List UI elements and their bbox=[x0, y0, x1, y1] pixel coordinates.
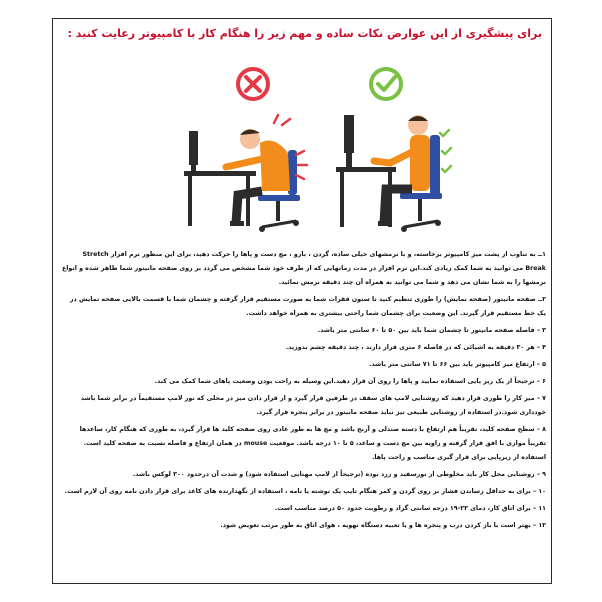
tip-item: ۶ – ترجیحاً از یک زیر پایی استفاده نمایید و پاها را روی آن قرار دهید.این وسیله به راحت بودن وضعیت پاهای شما کمک می کند. bbox=[154, 378, 546, 385]
monitor-icon bbox=[344, 115, 354, 167]
tip-item: ۱۲ – بهتر است با باز کردن درب و پنجره ها و یا تعبیه دستگاه تهویه ، هوای اتاق به طور مرتب تعویض شود. bbox=[220, 522, 546, 529]
monitor-icon bbox=[189, 131, 198, 171]
tip-item: ۲ــ صفحه مانیتور (صفحه نمایش) را طوری تنظیم کنید تا ستون فقرات شما به صورت مستقیم قرار گرفته و چشمان شما با قسمت بالایی صفحه نمایش در یک خط مستقیم قرار گیرند. این وضعیت برای چشمان شما راحتی بیشتری به همراه خواهد داشت. bbox=[69, 296, 546, 317]
tip-item: ۳ – فاصله صفحه مانیتور تا چشمان شما باید بین ۵۰ تا ۶۰ سانتی متر باشد. bbox=[317, 327, 546, 334]
tip-item: ۷ – میز کار را طوری قرار دهید که روشنایی لامپ های سقف در طرفین قرار گیرد و از قرار دادن میز در محلی که نور لامپ مستقیماً در برابر شما باشد خودداری شود.در استفاده از روشنایی طبیعی نیز نباید صفحه مانیتور در برابر پنجره قرار گیرد. bbox=[80, 395, 546, 416]
check-mark-icon bbox=[371, 69, 401, 99]
correct-posture-illustration bbox=[330, 55, 470, 235]
tip-item: ۹ – روشنایی محل کار باید مخلوطی از نورسفید و زرد بوده (ترجیحاً از لامپ مهتابی استفاده شود) و شدت آن درحدود ۳۰۰ لوکس باشد. bbox=[132, 471, 546, 478]
x-mark-icon bbox=[238, 69, 268, 99]
tip-item: ۴ – هر ۳۰ دقیقه به اشیائی که در فاصله ۶ متری قرار دارند ، چند دقیقه چشم بدوزید. bbox=[285, 344, 546, 351]
tip-item: ۱۰ – برای به حداقل رساندن فشار بر روی گردن و کمر هنگام تایپ یک نوشته یا نامه ، استفاده از نگهدارنده های کاغذ برای قرار دادن نامه روی آن لازم است. bbox=[64, 488, 546, 495]
ergonomic-tips-list bbox=[60, 248, 546, 533]
tip-item: ۱۱ – برای اتاق کار، دمای ۲۳-۱۹ درجه سانتی گراد و رطوبت حدود ۵۰ درصد مناسب است. bbox=[274, 505, 546, 512]
tip-item: ۵ – ارتفاع میز کامپیوتر باید بین ۶۶ تا ۷۱ سانتی متر باشد. bbox=[369, 361, 546, 368]
desk-icon bbox=[184, 171, 256, 226]
poster-title: برای پیشگیری از این عوارض نکات ساده و مهم زیر را هنگام کار با کامپیوتر رعایت کنید : bbox=[67, 27, 542, 40]
wrong-posture-illustration bbox=[178, 55, 328, 235]
tip-item: ۱ــ به تناوب از پشت میز کامپیوتر برخاسته، و با نرمشهای خیلی ساده، گردن ، بازو ، مچ دست و پاها را حرکت دهید، برای این منظور نرم افزار Stretch Break می توانید به شما کمک زیادی کند.این نرم افزار در مدت زمانهایی که از طرف خود شما مشخص می گردد بر روی صفحه مانیتور شما ظاهر شده و انواع نرمشها را به شما نشان می دهد و شما می توانید به همراه آن چند دقیقه نرمش نمائید. bbox=[61, 251, 546, 286]
tip-item: ۸ – سطح صفحه کلید، تقریباً هم ارتفاع با دسته صندلی و آرنج باشد و مچ ها به طور عادی روی صفحه کلید ها قرار گیرد، به طوری که هنگام کار، ساعدها تقریباً موازی با افق قرار گرفته و زاویه بین مچ دست و ساعد، ۵ تا ۱۰ درجه باشد. موقعیت mouse در همان ارتفاع و فاصله نسبت به صفحه کلید است. استفاده از زیرپایی برای قرار گیری مناسب و راحت پاها. bbox=[79, 426, 546, 461]
